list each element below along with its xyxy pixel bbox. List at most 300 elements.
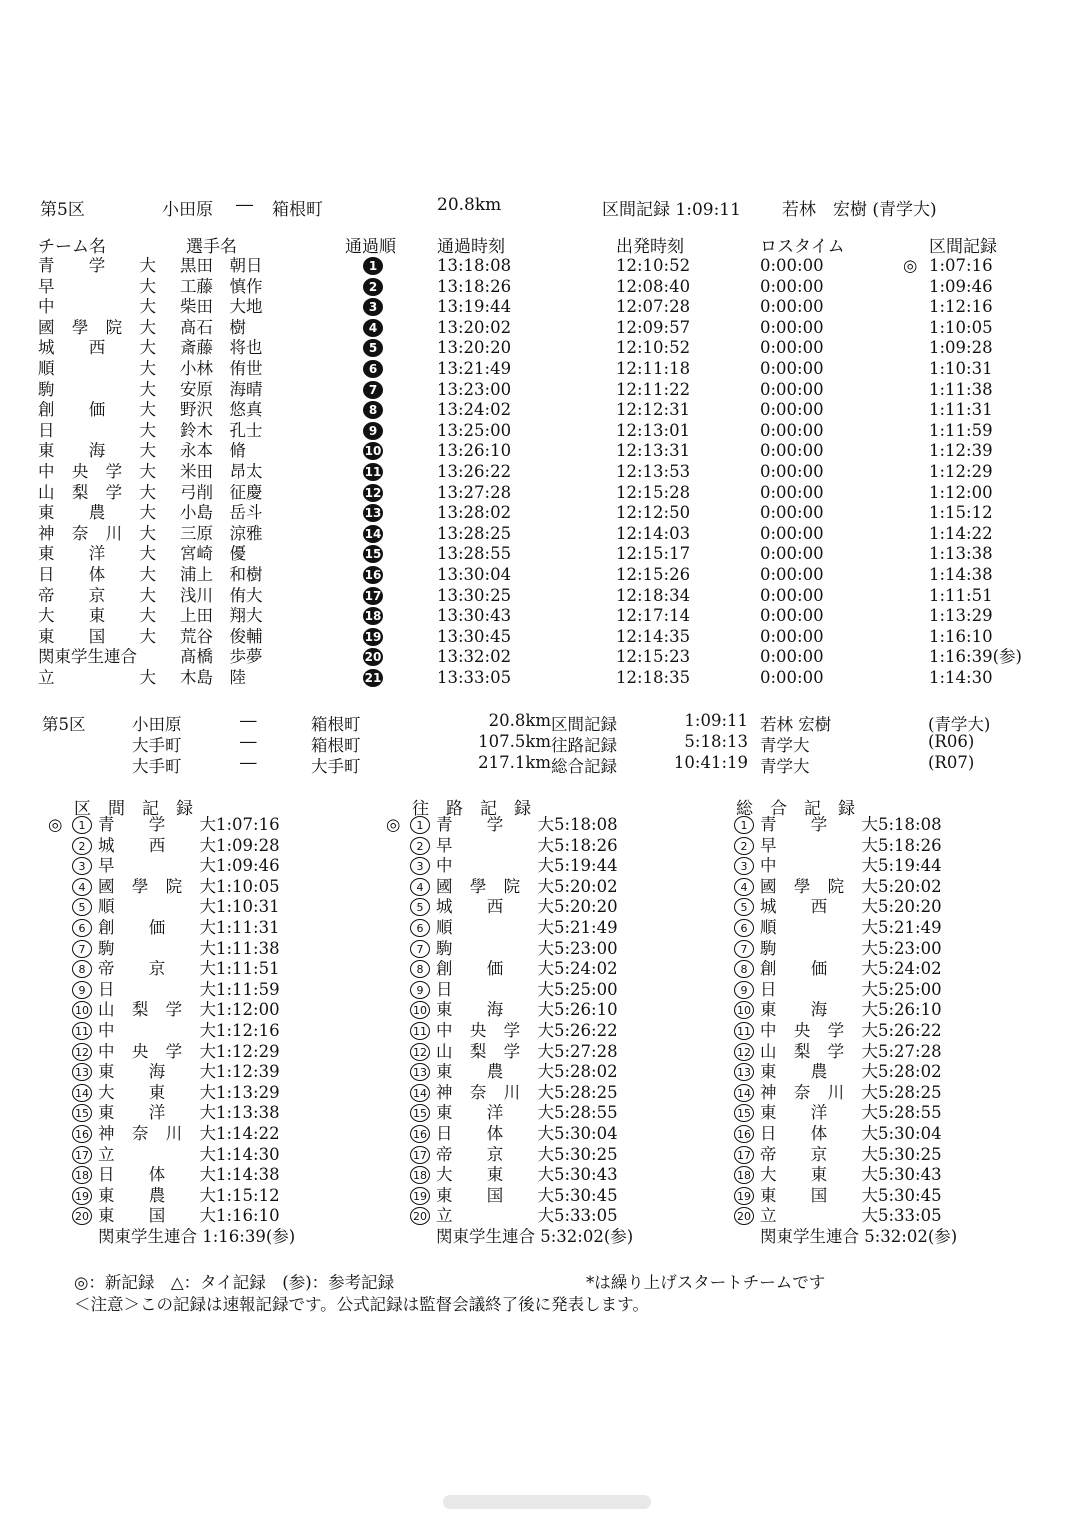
page-indicator — [443, 1495, 651, 1509]
ranking-time: 5:30:45 — [554, 1185, 618, 1205]
runner-name: 木島 陸 — [180, 668, 246, 687]
rank-number: 13 — [72, 1063, 92, 1081]
ranking-row — [386, 1021, 686, 1042]
ranking-reference-row — [710, 1227, 1010, 1248]
section-time: 1:16:10 — [929, 626, 993, 646]
order-badge: 4 — [363, 319, 383, 337]
pass-time: 13:30:43 — [437, 606, 512, 626]
ranking-row — [48, 1124, 348, 1145]
rank-number: 6 — [410, 919, 430, 937]
team-name: 駒 大 — [38, 379, 156, 399]
pass-time: 13:28:55 — [437, 544, 512, 564]
rank-number: 2 — [410, 837, 430, 855]
rank-number: 11 — [734, 1022, 754, 1040]
record-type: 往路記録 — [551, 736, 617, 755]
order-badge: 5 — [363, 339, 383, 357]
start-time: 12:10:52 — [616, 338, 691, 358]
team-name: 國 學 院 大 — [436, 876, 554, 896]
rank-number: 13 — [734, 1063, 754, 1081]
ranking-title: 総 合 記 録 — [736, 799, 855, 819]
record-to: 大手町 — [311, 757, 361, 776]
rank-number: 15 — [72, 1104, 92, 1122]
team-name: 中 大 — [38, 297, 156, 317]
ranking-row — [48, 815, 348, 836]
to-location: 箱根町 — [272, 200, 323, 220]
order-badge: 10 — [364, 444, 382, 459]
ranking-row — [48, 939, 348, 960]
team-name: 國 學 院 大 — [98, 876, 216, 896]
ranking-title: 区 間 記 録 — [74, 799, 193, 819]
order-badge: 12 — [364, 485, 382, 500]
ranking-time: 5:21:49 — [878, 918, 942, 937]
rank-number: 4 — [410, 878, 430, 896]
rank-number: 12 — [734, 1043, 754, 1061]
ranking-time: 1:11:51 — [216, 959, 280, 979]
loss-time: 0:00:00 — [760, 379, 824, 399]
ranking-row — [386, 1000, 686, 1021]
order-badge: 15 — [364, 547, 382, 562]
runner-name: 弓削 征慶 — [180, 482, 263, 502]
team-name: 日 大 — [436, 979, 554, 999]
team-name: 大 東 大 — [436, 1165, 554, 1185]
team-name: 青 学 大 — [38, 256, 156, 275]
team-name: 東 農 大 — [38, 503, 156, 523]
start-time: 12:18:35 — [616, 668, 691, 687]
team-name: 早 大 — [760, 835, 878, 855]
ranking-time: 5:26:22 — [878, 1021, 942, 1040]
team-name: 中 央 学 大 — [760, 1021, 878, 1040]
new-record-mark: ◎ — [48, 815, 63, 834]
section-time: 1:15:12 — [929, 503, 993, 523]
ranking-row — [710, 1186, 1010, 1207]
section-time: 1:12:39 — [929, 441, 993, 461]
section-time: 1:09:46 — [929, 276, 993, 296]
ranking-time: 5:20:20 — [878, 897, 942, 917]
record-type: 区間記録 — [551, 715, 617, 734]
table-row — [0, 256, 1080, 277]
distance: 20.8km — [437, 195, 502, 215]
runner-name: 宮崎 優 — [180, 544, 246, 564]
team-name: 日 体 大 — [760, 1124, 878, 1143]
rank-number: 9 — [72, 981, 92, 999]
record-dash: ― — [240, 711, 257, 730]
rank-number: 9 — [410, 981, 430, 999]
ranking-title: 往 路 記 録 — [412, 799, 531, 819]
table-row — [0, 441, 1080, 462]
runner-name: 工藤 慎作 — [180, 276, 263, 296]
record-holder: 若林 宏樹 — [760, 715, 832, 734]
pass-time: 13:28:25 — [437, 523, 512, 543]
loss-time: 0:00:00 — [760, 585, 824, 605]
section-time: 1:13:38 — [929, 544, 993, 564]
runner-name: 黒田 朝日 — [180, 256, 263, 275]
ranking-time: 5:19:44 — [554, 856, 618, 876]
record-note: (R06) — [928, 732, 975, 751]
runner-name: 小林 侑世 — [180, 359, 263, 378]
runner-name: 鈴木 孔士 — [180, 420, 263, 440]
ranking-row — [48, 1165, 348, 1186]
ranking-row — [48, 1021, 348, 1042]
ranking-row — [710, 856, 1010, 877]
team-name: 立 大 — [760, 1206, 878, 1226]
ranking-row — [386, 1165, 686, 1186]
pass-time: 13:20:20 — [437, 338, 512, 358]
order-badge: 11 — [364, 465, 382, 479]
section-time: 1:09:28 — [929, 338, 993, 358]
team-name: 青 学 大 — [760, 815, 878, 834]
pass-time: 13:18:26 — [437, 276, 512, 296]
runner-name: 柴田 大地 — [180, 297, 263, 317]
team-name: 順 大 — [436, 918, 554, 937]
team-name: 神 奈 川 大 — [38, 523, 156, 543]
start-time: 12:13:01 — [616, 420, 691, 440]
col-pass-time: 通過時刻 — [437, 237, 505, 257]
ranking-row — [710, 1042, 1010, 1063]
ranking-row — [48, 1206, 348, 1227]
runner-name: 荒谷 俊輔 — [180, 626, 263, 646]
ranking-time: 5:28:02 — [554, 1062, 618, 1082]
rank-number: 15 — [410, 1104, 430, 1122]
record-type: 総合記録 — [551, 757, 617, 776]
team-name: 中 央 学 大 — [436, 1021, 554, 1040]
table-row — [0, 668, 1080, 689]
loss-time: 0:00:00 — [760, 400, 824, 420]
start-time: 12:13:31 — [616, 441, 691, 461]
record-section: 第5区 — [42, 715, 86, 734]
rank-number: 17 — [734, 1146, 754, 1164]
ranking-time: 5:20:02 — [878, 876, 942, 896]
ranking-time: 5:26:10 — [878, 1000, 942, 1020]
record-holder: 青学大 — [760, 736, 810, 755]
rank-number: 15 — [734, 1104, 754, 1122]
team-name: 中 大 — [98, 1021, 216, 1040]
team-name: 駒 大 — [760, 938, 878, 958]
start-time: 12:14:35 — [616, 626, 691, 646]
ranking-time: 1:12:29 — [216, 1041, 280, 1061]
rank-number: 20 — [734, 1207, 754, 1225]
team-name: 神 奈 川 大 — [436, 1082, 554, 1102]
team-name: 駒 大 — [98, 938, 216, 958]
rank-number: 12 — [410, 1043, 430, 1061]
ranking-row — [386, 1103, 686, 1124]
table-row — [0, 586, 1080, 607]
ranking-row — [48, 1083, 348, 1104]
ranking-time: 1:14:30 — [216, 1144, 280, 1164]
order-badge: 13 — [364, 506, 382, 521]
loss-time: 0:00:00 — [760, 317, 824, 337]
team-name: 立 大 — [436, 1206, 554, 1226]
loss-time: 0:00:00 — [760, 565, 824, 584]
record-time: 1:09:11 — [684, 711, 748, 730]
team-name: 中 大 — [760, 856, 878, 876]
section-time: 1:10:05 — [929, 317, 993, 337]
team-name: 大 東 大 — [38, 606, 156, 626]
runner-name: 髙橋 歩夢 — [180, 647, 263, 667]
rank-number: 8 — [410, 960, 430, 978]
order-badge: 9 — [363, 422, 383, 440]
team-name: 駒 大 — [436, 938, 554, 958]
section-time: 1:12:00 — [929, 482, 993, 502]
rank-number: 16 — [734, 1125, 754, 1143]
ranking-row — [710, 1124, 1010, 1145]
record-note: (青学大) — [928, 715, 991, 734]
team-name: 創 価 大 — [38, 400, 156, 420]
team-name: 青 学 大 — [98, 815, 216, 834]
section-time: 1:14:38 — [929, 565, 993, 584]
rank-number: 5 — [734, 898, 754, 916]
team-name: 中 大 — [436, 856, 554, 876]
team-name: 早 大 — [436, 835, 554, 855]
legend-notice: ＜注意＞この記録は速報記録です。公式記録は監督会議終了後に発表します。 — [74, 1295, 649, 1314]
start-time: 12:15:28 — [616, 482, 691, 502]
ranking-time: 1:13:29 — [216, 1082, 280, 1102]
ranking-row — [710, 1145, 1010, 1166]
ranking-row — [710, 1206, 1010, 1227]
ranking-time: 5:25:00 — [554, 979, 618, 999]
ranking-time: 5:25:00 — [878, 979, 942, 999]
ranking-time: 5:27:28 — [554, 1041, 618, 1061]
loss-time: 0:00:00 — [760, 441, 824, 461]
section-record: 区間記録 1:09:11 — [602, 200, 741, 220]
ranking-time: 5:33:05 — [878, 1206, 942, 1226]
rank-number: 4 — [72, 878, 92, 896]
ranking-time: 1:09:28 — [216, 835, 280, 855]
pass-time: 13:26:22 — [437, 462, 512, 481]
rank-number: 14 — [72, 1084, 92, 1102]
start-time: 12:12:31 — [616, 400, 691, 420]
table-row — [0, 462, 1080, 483]
team-name: 日 体 大 — [436, 1124, 554, 1143]
loss-time: 0:00:00 — [760, 647, 824, 667]
ranking-row — [48, 918, 348, 939]
record-from: 大手町 — [132, 757, 182, 776]
legend-marks: ◎：新記録 △：タイ記録 (参)：参考記録 — [74, 1273, 395, 1292]
section-time: 1:14:30 — [929, 668, 993, 687]
pass-time: 13:32:02 — [437, 647, 512, 667]
section-time: 1:11:51 — [929, 585, 993, 605]
team-name: 國 學 院 大 — [760, 876, 878, 896]
ranking-time: 5:24:02 — [554, 959, 618, 979]
section-time: 1:12:16 — [929, 297, 993, 317]
pass-time: 13:23:00 — [437, 379, 512, 399]
ranking-row — [386, 1062, 686, 1083]
ranking-time: 5:28:25 — [554, 1082, 618, 1102]
team-name: 東 洋 大 — [98, 1103, 216, 1123]
col-loss-time: ロスタイム — [760, 237, 845, 257]
order-badge: 1 — [363, 257, 383, 275]
ranking-time: 5:30:04 — [878, 1124, 942, 1143]
pass-time: 13:20:02 — [437, 317, 512, 337]
start-time: 12:11:18 — [616, 359, 691, 378]
section-time: 1:11:31 — [929, 400, 993, 420]
start-time: 12:15:23 — [616, 647, 691, 667]
loss-time: 0:00:00 — [760, 338, 824, 358]
ranking-time: 1:13:38 — [216, 1103, 280, 1123]
loss-time: 0:00:00 — [760, 503, 824, 523]
runner-name: 野沢 悠真 — [180, 400, 263, 420]
ranking-row — [386, 959, 686, 980]
ranking-row — [48, 1186, 348, 1207]
team-name: 城 西 大 — [98, 835, 216, 855]
rank-number: 11 — [72, 1022, 92, 1040]
team-name: 創 価 大 — [98, 918, 216, 937]
pass-time: 13:28:02 — [437, 503, 512, 523]
team-name: 神 奈 川 大 — [760, 1082, 878, 1102]
team-name: 大 東 大 — [760, 1165, 878, 1185]
section-time: 1:11:59 — [929, 420, 993, 440]
record-holder: 青学大 — [760, 757, 810, 776]
team-name: 東 国 大 — [98, 1206, 216, 1226]
record-distance: 107.5km — [478, 732, 551, 751]
team-name: 創 価 大 — [760, 959, 878, 979]
rank-number: 6 — [72, 919, 92, 937]
table-row — [0, 483, 1080, 504]
team-name: 日 大 — [38, 420, 156, 440]
rank-number: 20 — [72, 1207, 92, 1225]
loss-time: 0:00:00 — [760, 523, 824, 543]
team-name: 東 農 大 — [760, 1062, 878, 1082]
record-holder: 若林 宏樹 (青学大) — [782, 200, 937, 220]
rank-number: 12 — [72, 1043, 92, 1061]
order-badge: 20 — [364, 650, 382, 665]
ranking-time: 5:30:43 — [554, 1165, 618, 1185]
ranking-time: 1:11:38 — [216, 938, 280, 958]
team-name: 大 東 大 — [98, 1082, 216, 1102]
ranking-time: 1:12:00 — [216, 1000, 280, 1020]
ranking-row — [710, 959, 1010, 980]
team-name: 山 梨 学 大 — [98, 1000, 216, 1020]
new-record-mark: ◎ — [386, 815, 401, 834]
start-time: 12:17:14 — [616, 606, 691, 626]
runner-name: 浦上 和樹 — [180, 565, 263, 584]
team-name: 神 奈 川 大 — [98, 1124, 216, 1143]
ranking-row — [48, 980, 348, 1001]
section-time: 1:12:29 — [929, 462, 993, 481]
team-name: 山 梨 学 大 — [38, 482, 156, 502]
ranking-time: 5:26:10 — [554, 1000, 618, 1020]
ranking-row — [710, 918, 1010, 939]
ranking-time: 5:30:43 — [878, 1165, 942, 1185]
rank-number: 8 — [72, 960, 92, 978]
ranking-row — [710, 877, 1010, 898]
rank-number: 4 — [734, 878, 754, 896]
ranking-time: 1:09:46 — [216, 856, 280, 876]
col-order: 通過順 — [345, 237, 396, 257]
ranking-row — [386, 1145, 686, 1166]
team-name: 早 大 — [38, 276, 156, 296]
ranking-time: 1:12:16 — [216, 1021, 280, 1040]
ranking-time: 5:30:45 — [878, 1185, 942, 1205]
start-time: 12:12:50 — [616, 503, 691, 523]
rank-number: 10 — [72, 1001, 92, 1019]
pass-time: 13:19:44 — [437, 297, 512, 317]
ranking-row — [48, 1000, 348, 1021]
record-dash: ― — [240, 732, 257, 751]
ranking-row — [386, 836, 686, 857]
order-badge: 21 — [364, 671, 382, 685]
start-time: 12:08:40 — [616, 276, 691, 296]
start-time: 12:07:28 — [616, 297, 691, 317]
team-name: 東 海 大 — [436, 1000, 554, 1020]
team-name: 順 大 — [38, 359, 156, 378]
start-time: 12:14:03 — [616, 523, 691, 543]
ranking-time: 5:30:25 — [554, 1144, 618, 1164]
ranking-row — [48, 1042, 348, 1063]
team-name: 日 大 — [760, 979, 878, 999]
record-from: 大手町 — [132, 736, 182, 755]
start-time: 12:15:26 — [616, 565, 691, 584]
team-name: 東 洋 大 — [38, 544, 156, 564]
rank-number: 10 — [410, 1001, 430, 1019]
record-time: 5:18:13 — [684, 732, 748, 751]
team-name: 中 央 学 大 — [98, 1041, 216, 1061]
ranking-row — [710, 1165, 1010, 1186]
rank-number: 19 — [734, 1187, 754, 1205]
start-time: 12:11:22 — [616, 379, 691, 399]
ranking-row — [710, 1062, 1010, 1083]
loss-time: 0:00:00 — [760, 256, 824, 275]
ranking-time: 5:27:28 — [878, 1041, 942, 1061]
rank-number: 17 — [410, 1146, 430, 1164]
rank-number: 16 — [410, 1125, 430, 1143]
table-row — [0, 297, 1080, 318]
team-name: 城 西 大 — [760, 897, 878, 917]
col-team: チーム名 — [38, 237, 106, 257]
rank-number: 9 — [734, 981, 754, 999]
section-time: 1:16:39(参) — [929, 647, 1022, 667]
ranking-row — [48, 1145, 348, 1166]
ranking-row — [386, 939, 686, 960]
team-name: 東 海 大 — [760, 1000, 878, 1020]
ranking-time: 1:11:31 — [216, 918, 280, 937]
runner-name: 髙石 樹 — [180, 317, 246, 337]
section-time: 1:14:22 — [929, 523, 993, 543]
ranking-time: 5:28:55 — [554, 1103, 618, 1123]
record-distance: 217.1km — [478, 753, 551, 772]
team-name: 東 海 大 — [98, 1062, 216, 1082]
ranking-time: 5:30:25 — [878, 1144, 942, 1164]
ranking-row — [710, 815, 1010, 836]
team-name: 東 農 大 — [436, 1062, 554, 1082]
rank-number: 8 — [734, 960, 754, 978]
team-name: 立 大 — [98, 1144, 216, 1164]
runner-name: 斎藤 将也 — [180, 338, 263, 358]
ranking-row — [48, 1103, 348, 1124]
rank-number: 3 — [410, 857, 430, 875]
rank-number: 18 — [734, 1166, 754, 1184]
team-name: 帝 京 大 — [436, 1144, 554, 1164]
loss-time: 0:00:00 — [760, 462, 824, 481]
rank-number: 20 — [410, 1207, 430, 1225]
ranking-time: 5:24:02 — [878, 959, 942, 979]
team-name: 山 梨 学 大 — [436, 1041, 554, 1061]
pass-time: 13:30:04 — [437, 565, 512, 584]
ranking-time: 5:28:25 — [878, 1082, 942, 1102]
record-note: (R07) — [928, 753, 975, 772]
order-badge: 14 — [364, 526, 382, 541]
pass-time: 13:25:00 — [437, 420, 512, 440]
ranking-reference-row — [48, 1227, 348, 1248]
ranking-row — [710, 1103, 1010, 1124]
ranking-time: 5:28:02 — [878, 1062, 942, 1082]
ranking-row — [48, 897, 348, 918]
ranking-row — [386, 897, 686, 918]
table-row — [0, 524, 1080, 545]
legend-repeat-start: *は繰り上げスタートチームです — [586, 1273, 826, 1292]
team-name: 城 西 大 — [436, 897, 554, 917]
team-name: 帝 京 大 — [38, 585, 156, 605]
rank-number: 7 — [410, 940, 430, 958]
